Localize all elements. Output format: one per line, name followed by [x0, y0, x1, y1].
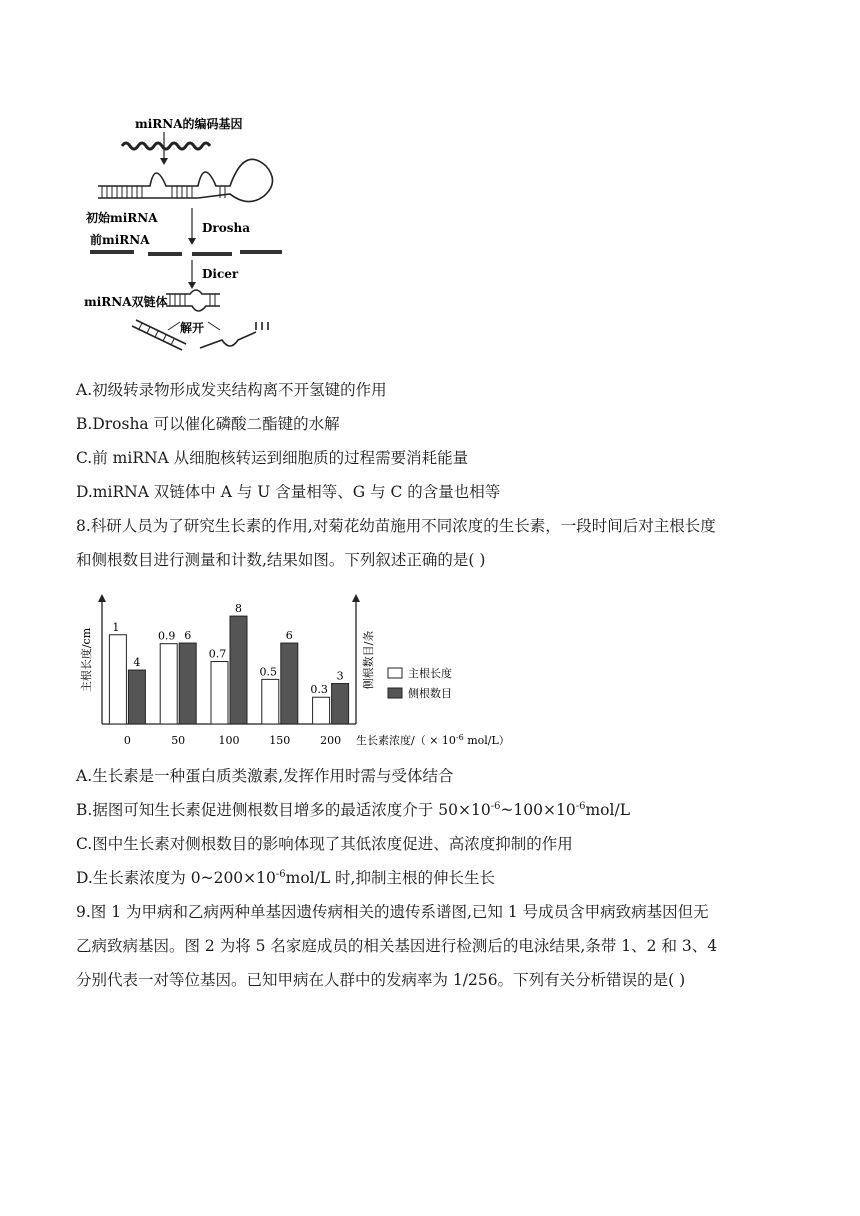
- q8-option-a: A.生长素是一种蛋白质类激素,发挥作用时需与受体结合: [76, 767, 454, 785]
- pre-mirna-segment: [240, 250, 282, 254]
- primary-mirna-structure: [98, 159, 273, 201]
- bar-lateral-root-count: [230, 616, 247, 724]
- data-label-lateral-root-count: 8: [235, 602, 242, 616]
- q9-stem-line3: 分别代表一对等位基因。已知甲病在人群中的发病率为 1/256。下列有关分析错误的是( ): [76, 971, 686, 989]
- x-tick-label: 50: [171, 734, 186, 747]
- q8-stem-line1: 8.科研人员为了研究生长素的作用,对菊花幼苗施用不同浓度的生长素，一段时间后对主根长度: [76, 517, 716, 535]
- bar-main-root-length: [313, 697, 330, 724]
- bar-lateral-root-count: [332, 684, 349, 724]
- q7-option-a: A.初级转录物形成发夹结构离不开氢键的作用: [76, 381, 387, 399]
- left-y-axis-arrow: [98, 594, 106, 602]
- label-primary-mirna: 初始miRNA: [86, 211, 158, 225]
- pre-mirna-segment: [148, 252, 182, 256]
- bar-lateral-root-count: [281, 643, 298, 724]
- q8-option-d: D.生长素浓度为 $0\sim 200\times 10^{-6}mol/L$ 时,抑制主根的伸长生长: [76, 868, 495, 887]
- x-tick-label: 150: [269, 734, 291, 747]
- data-label-main-root-length: 0.7: [208, 647, 227, 661]
- bar-main-root-length: [262, 679, 279, 724]
- data-label-main-root-length: 0.3: [310, 683, 328, 697]
- data-label-lateral-root-count: 6: [285, 629, 293, 643]
- q8-stem-line2: 和侧根数目进行测量和计数,结果如图。下列叙述正确的是( ): [76, 551, 486, 569]
- data-label-lateral-root-count: 6: [184, 629, 192, 643]
- data-label-main-root-length: 0.5: [259, 665, 278, 679]
- growth-hormone-bar-chart: [78, 590, 518, 750]
- legend-swatch-lateral-root-count: [388, 688, 402, 698]
- label-pre-mirna: 前miRNA: [90, 233, 150, 247]
- q7-option-d: D.miRNA 双链体中 A 与 U 含量相等、G 与 C 的含量也相等: [76, 483, 501, 501]
- x-tick-label: 0: [123, 734, 131, 747]
- label-coding-gene: miRNA的编码基因: [135, 117, 243, 131]
- mirna-processing-diagram: [80, 108, 290, 358]
- bar-lateral-root-count: [128, 670, 145, 724]
- label-dicer: Dicer: [202, 267, 239, 281]
- legend-label-main-root-length: 主根长度: [408, 667, 452, 680]
- pre-mirna-segment: [90, 250, 134, 254]
- mirna-duplex: [166, 290, 220, 311]
- data-label-main-root-length: 0.9: [157, 629, 176, 643]
- x-tick-label: 200: [320, 734, 342, 747]
- q8-option-b: B.据图可知生长素促进侧根数目增多的最适浓度介于 $50\times 10^{-6}\sim 100\times 10^{-6}mol/L$: [76, 800, 630, 819]
- right-y-axis-arrow: [352, 594, 360, 602]
- bar-main-root-length: [160, 644, 177, 724]
- left-y-axis-label: 主根长度/cm: [80, 627, 93, 693]
- bar-lateral-root-count: [179, 643, 196, 724]
- legend-label-lateral-root-count: 侧根数目: [408, 687, 452, 700]
- data-label-lateral-root-count: 4: [133, 656, 141, 670]
- q7-option-b: B.Drosha 可以催化磷酸二酯键的水解: [76, 415, 340, 433]
- gene-wave: [122, 143, 210, 149]
- q9-stem-line1: 9.图 1 为甲病和乙病两种单基因遗传病相关的遗传系谱图,已知 1 号成员含甲病致病基因但无: [76, 903, 709, 921]
- pre-mirna-segment: [192, 252, 232, 256]
- x-axis-label: 生长素浓度/（ × $10^{-6}$ mol/L）: [356, 733, 510, 747]
- label-duplex: miRNA双链体: [84, 295, 168, 309]
- data-label-main-root-length: 1: [112, 620, 120, 634]
- x-tick-label: 100: [218, 734, 240, 747]
- bar-main-root-length: [211, 662, 228, 724]
- right-y-axis-label: 侧根数目/条: [362, 630, 375, 690]
- label-unwind: 解开: [180, 321, 205, 335]
- legend-swatch-main-root-length: [388, 668, 402, 678]
- label-drosha: Drosha: [202, 221, 250, 235]
- q9-stem-line2: 乙病致病基因。图 2 为将 5 名家庭成员的相关基因进行检测后的电泳结果,条带 1、2 和 3、4: [76, 937, 718, 955]
- q7-option-c: C.前 miRNA 从细胞核转运到细胞质的过程需要消耗能量: [76, 449, 469, 467]
- data-label-lateral-root-count: 3: [336, 669, 344, 683]
- bar-main-root-length: [109, 635, 126, 724]
- q8-option-c: C.图中生长素对侧根数目的影响体现了其低浓度促进、高浓度抑制的作用: [76, 835, 573, 853]
